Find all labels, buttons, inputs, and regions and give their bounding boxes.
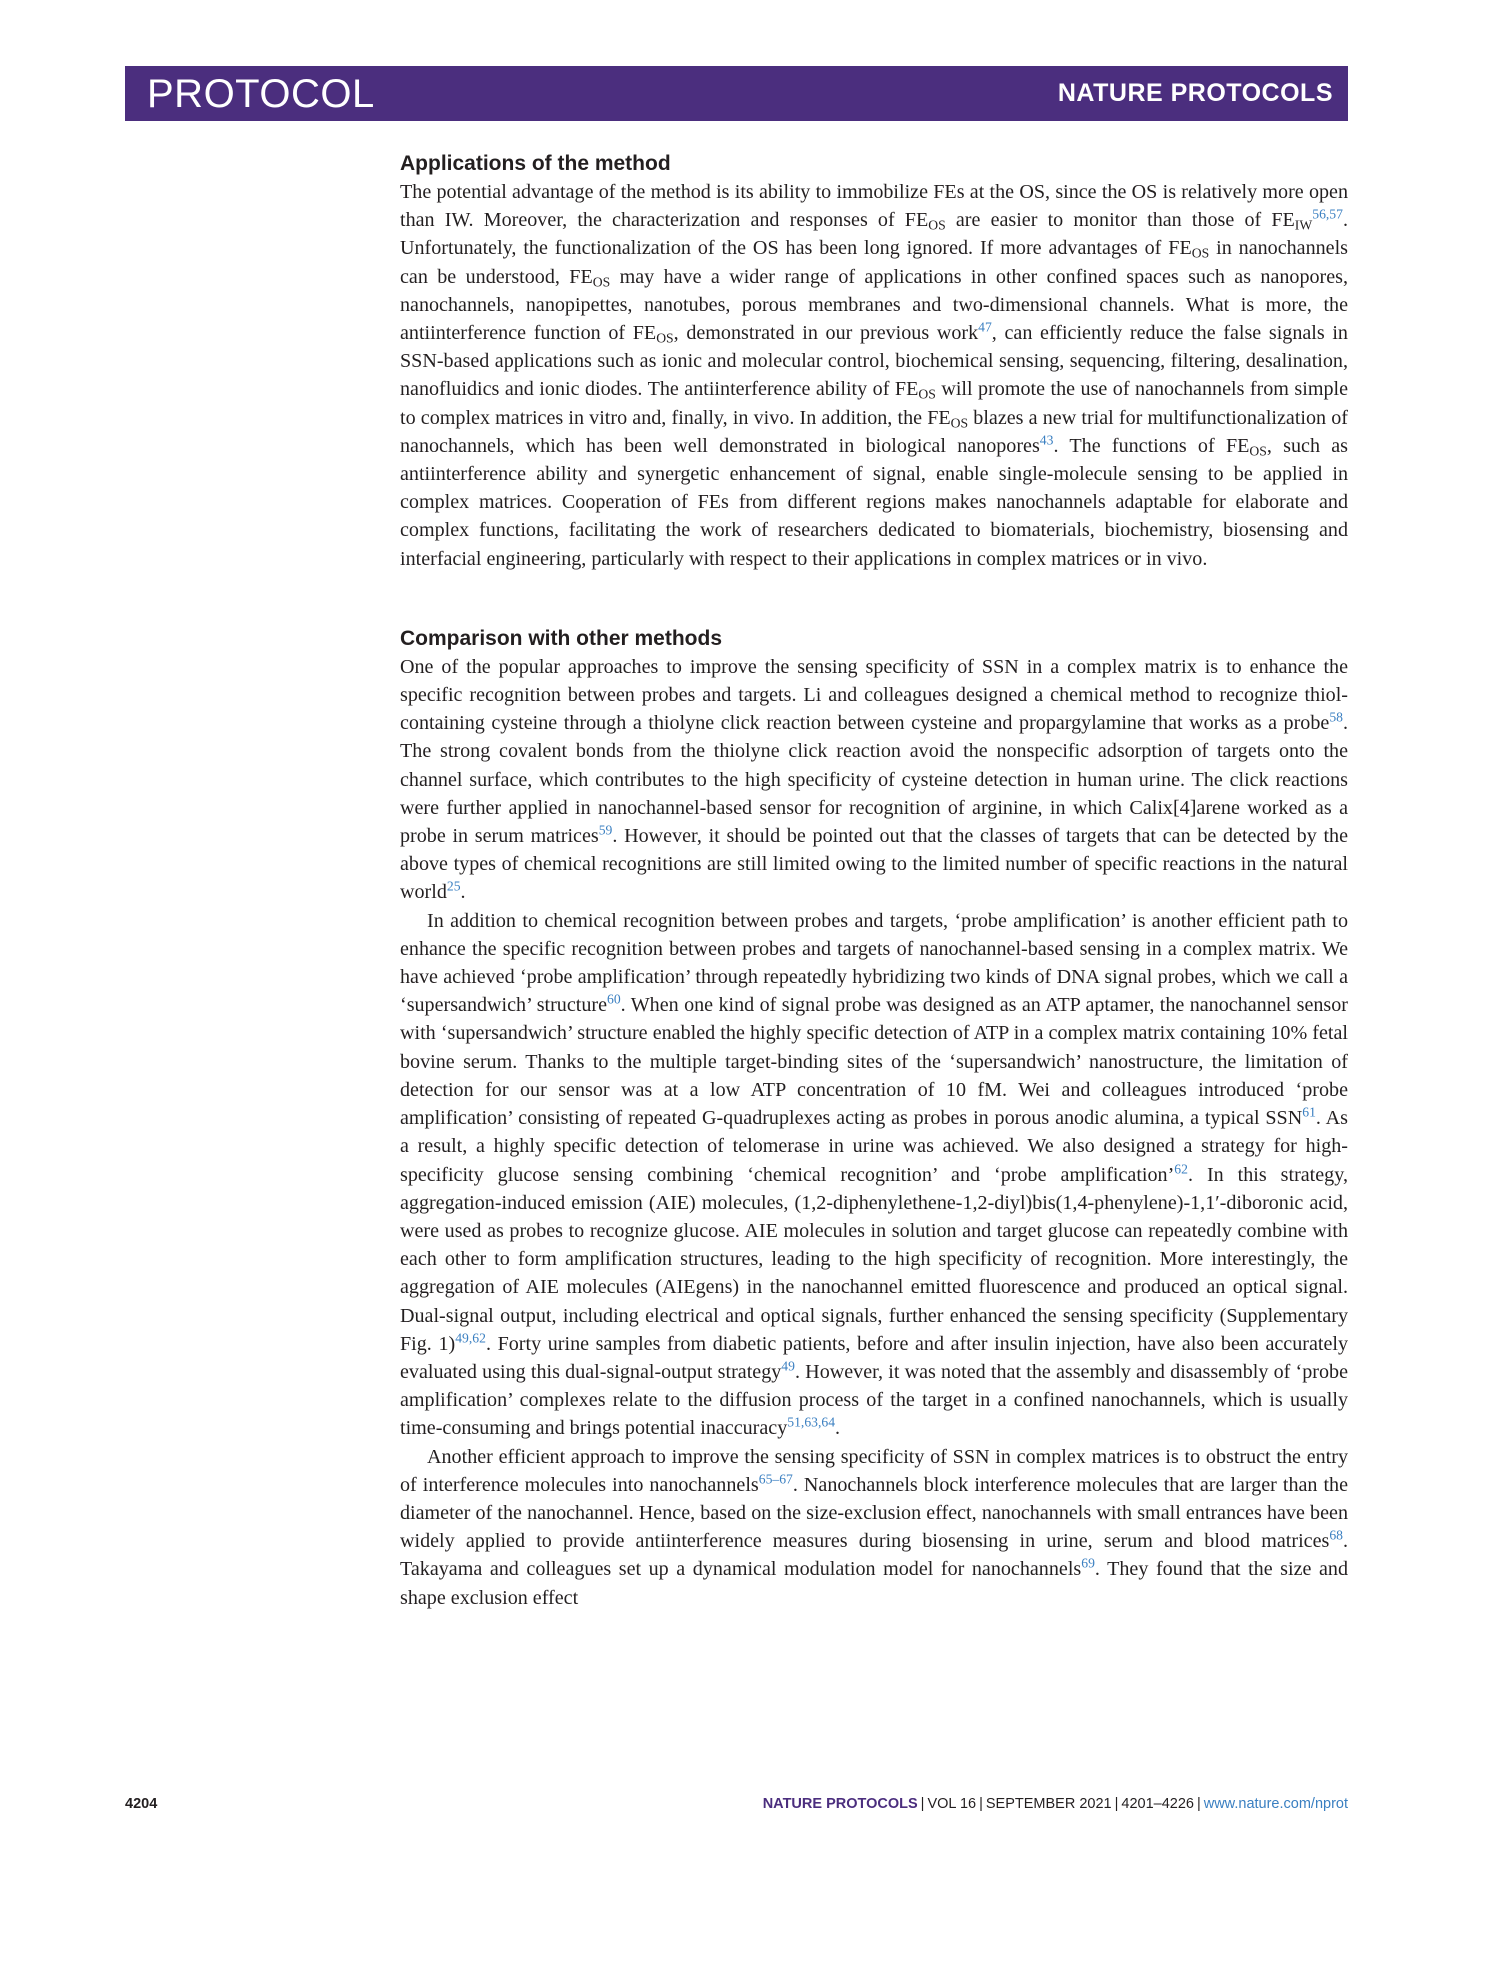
citation-link[interactable]: 68 xyxy=(1329,1527,1343,1543)
citation-link[interactable]: 65–67 xyxy=(758,1471,793,1487)
page-footer xyxy=(125,1796,1348,1812)
citation-link[interactable]: 62 xyxy=(1174,1160,1188,1176)
footer-url-link[interactable]: www.nature.com/nprot xyxy=(1203,1796,1348,1812)
footer-date: SEPTEMBER 2021 xyxy=(985,1796,1112,1812)
citation-link[interactable]: 60 xyxy=(607,991,621,1007)
citation-link[interactable]: 56,57 xyxy=(1312,206,1343,222)
citation-link[interactable]: 59 xyxy=(598,822,613,838)
paragraph-applications: The potential advantage of the method is its ability to immobilize FEs at the OS, since the OS is relatively more open than IW. Moreover, the characterization and responses of $FE_{OS}$ are easier to monitor than those of $FE_{IW}^{56,57}$. Unfortunately, the functionalization of the OS has been long ignored. If more advantages of $FE_{OS}$ in nanochannels can be understood, $FE_{OS}$ may have a wider range of applications in other confined spaces such as nanopores, nanochannels, nanopipettes, nanotubes, porous membranes and two-dimensional channels. What is more, the antiinterference function of $FE_{OS}$, demonstrated in our previous work$^{47}$, can efficiently reduce the false signals in SSN-based applications such as ionic and molecular control, biochemical sensing, sequencing, filtering, desalination, nanofluidics and ionic diodes. The antiinterference ability of $FE_{OS}$ will promote the use of nanochannels from simple to complex matrices in vitro and, finally, in vivo. In addition, the $FE_{OS}$ blazes a new trial for multifunctionalization of nanochannels, which has been well demonstrated in biological nanopores$^{43}$. The functions of $FE_{OS}$, such as antiinterference ability and synergetic enhancement of signal, enable single-molecule sensing to be applied in complex matrices. Cooperation of FEs from different regions makes nanochannels adaptable for elaborate and complex functions, facilitating the work of researchers dedicated to biomaterials, biochemistry, biosensing and interfacial engineering, particularly with respect to their applications in complex matrices or in vivo. xyxy=(400,181,1349,570)
footer-pages: 4201–4226 xyxy=(1121,1796,1194,1812)
citation-link[interactable]: 47 xyxy=(978,319,992,335)
running-header xyxy=(125,66,1348,121)
journal-name-header: NATURE PROTOCOLS xyxy=(1057,79,1333,107)
main-text xyxy=(400,150,1348,1612)
footer-volume: VOL 16 xyxy=(927,1796,977,1812)
citation-link[interactable]: 51,63,64 xyxy=(787,1414,836,1430)
section-heading-comparison: Comparison with other methods xyxy=(400,626,723,650)
citation-link[interactable]: 61 xyxy=(1302,1104,1316,1120)
footer-journal: NATURE PROTOCOLS xyxy=(762,1796,918,1812)
paragraph-comparison-1: One of the popular approaches to improve the sensing specificity of SSN in a complex matrix is to enhance the specific recognition between probes and targets. Li and colleagues designed a chemical method to recognize thiol-containing cysteine through a thiolyne click reaction between cysteine and propargylamine that works as a probe$^{58}$. The strong covalent bonds from the thiolyne click reaction avoid the nonspecific adsorption of targets onto the channel surface, which contributes to the high specificity of cysteine detection in human urine. The click reactions were further applied in nanochannel-based sensor for recognition of arginine, in which Calix[4]arene worked as a probe in serum matrices$^{59}$. However, it should be pointed out that the classes of targets that can be detected by the above types of chemical recognitions are still limited owing to the limited number of specific reactions in the natural world$^{25}$. xyxy=(400,655,1349,904)
paragraph-comparison-3: Another efficient approach to improve the sensing specificity of SSN in complex matrices is to obstruct the entry of interference molecules into nanochannels$^{65-67}$. Nanochannels block interference molecules that are larger than the diameter of the nanochannel. Hence, based on the size-exclusion effect, nanochannels with small entrances have been widely applied to provide antiinterference measures during biosensing in urine, serum and blood matrices$^{68}$. Takayama and colleagues set up a dynamical modulation model for nanochannels$^{69}$. They found that the size and shape exclusion effect xyxy=(400,1445,1348,1609)
citation-link[interactable]: 49,62 xyxy=(455,1330,486,1346)
citation-link[interactable]: 58 xyxy=(1329,709,1343,725)
page-number: 4204 xyxy=(125,1796,158,1812)
footer-citation: NATURE PROTOCOLS | VOL 16 | SEPTEMBER 2021 | 4201–4226 | www.nature.com/nprot xyxy=(762,1796,1348,1812)
citation-link[interactable]: 69 xyxy=(1081,1555,1095,1571)
article-type-label: PROTOCOL xyxy=(147,71,375,116)
section-heading-applications: Applications of the method xyxy=(400,152,671,175)
citation-link[interactable]: 25 xyxy=(446,878,461,894)
citation-link[interactable]: 43 xyxy=(1039,432,1054,448)
paragraph-comparison-2: In addition to chemical recognition between probes and targets, ‘probe amplification’ is another efficient path to enhance the specific recognition between probes and targets of nanochannel-based sensing in a complex matrix. We have achieved ‘probe amplification’ through repeatedly hybridizing two kinds of DNA signal probes, which we call a ‘supersandwich’ structure$^{60}$. When one kind of signal probe was designed as an ATP aptamer, the nanochannel sensor with ‘supersandwich’ structure enabled the highly specific detection of ATP in a complex matrix containing 10% fetal bovine serum. Thanks to the multiple target-binding sites of the ‘supersandwich’ nanostructure, the limitation of detection for our sensor was at a low ATP concentration of 10 fM. Wei and colleagues introduced ‘probe amplification’ consisting of repeated G-quadruplexes acting as probes in porous anodic alumina, a typical SSN$^{61}$. As a result, a highly specific detection of telomerase in urine was achieved. We also designed a strategy for high-specificity glucose sensing combining ‘chemical recognition’ and ‘probe amplification’$^{62}$. In this strategy, aggregation-induced emission (AIE) molecules, (1,2-diphenylethene-1,2-diyl)bis(1,4-phenylene)-1,1′-diboronic acid, were used as probes to recognize glucose. AIE molecules in solution and target glucose can repeatedly combine with each other to form amplification structures, leading to the high specificity of recognition. More interestingly, the aggregation of AIE molecules (AIEgens) in the nanochannel emitted fluorescence and produced an optical signal. Dual-signal output, including electrical and optical signals, further enhanced the sensing specificity (Supplementary Fig. 1)$^{49,62}$. Forty urine samples from diabetic patients, before and after insulin injection, have also been accurately evaluated using this dual-signal-output strategy$^{49}$. However, it was noted that the assembly and disassembly of ‘probe amplification’ complexes relate to the diffusion process of the target in a confined nanochannels, which is usually time-consuming and brings potential inaccuracy$^{51,63,64}$. xyxy=(400,909,1349,1440)
citation-link[interactable]: 49 xyxy=(781,1358,795,1374)
